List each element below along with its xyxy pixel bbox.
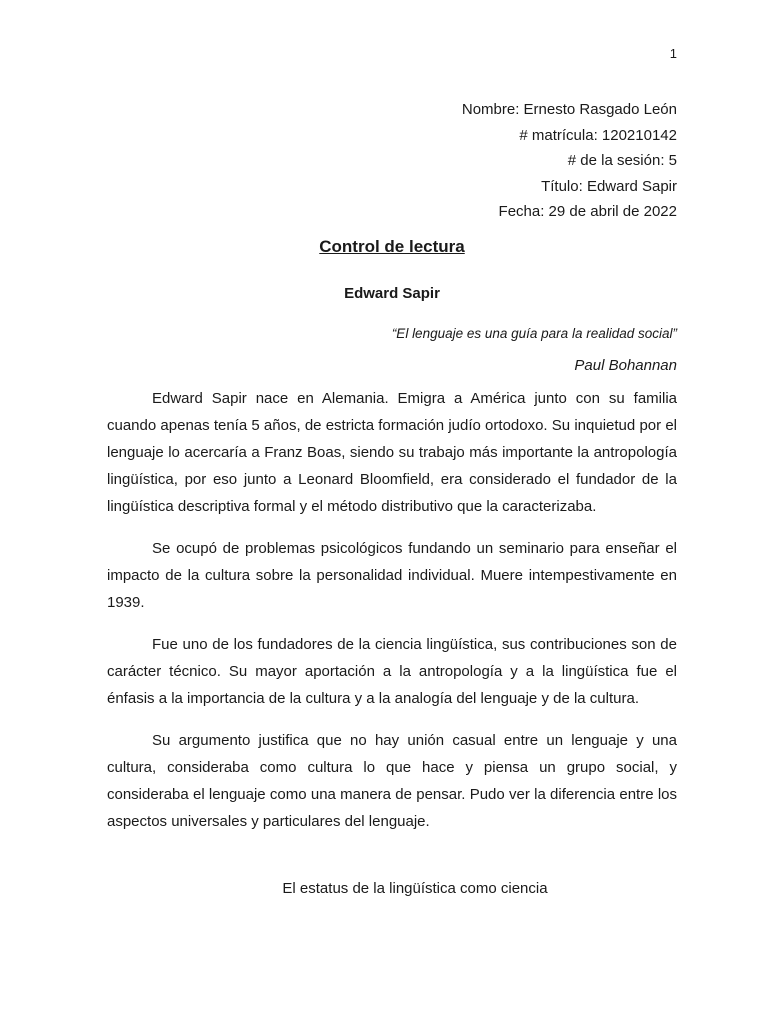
body-paragraph: Su argumento justifica que no hay unión casual entre un lenguaje y una cultura, consideraba como cultura lo que hace y piensa un grupo social, y consideraba el lenguaje como una manera de pensar. Pudo ver la diferencia entre los aspectos universales y particulares del lenguaje. [107, 732, 677, 830]
section-heading: El estatus de la lingüística como ciencia [282, 880, 548, 897]
student-name-line: Nombre: Ernesto Rasgado León [461, 101, 677, 118]
session-number-line: # de la sesión: 5 [567, 152, 677, 169]
body-paragraph: Se ocupó de problemas psicológicos fundando un seminario para enseñar el impacto de la cultura sobre la personalidad individual. Muere intempestivamente en 1939. [107, 540, 677, 611]
document-subtitle: Edward Sapir [344, 285, 440, 302]
document-title: Control de lectura [319, 237, 465, 256]
date-line: Fecha: 29 de abril de 2022 [498, 203, 677, 220]
body-paragraph: Edward Sapir nace en Alemania. Emigra a América junto con su familia cuando apenas tenía 5 años, de estricta formación judío ortodoxo. Su inquietud por el lenguaje lo acercaría a Franz Boas, siendo su trabajo más importante la antropología lingüística, por eso junto a Leonard Bloomfield, era considerado el fundador de la lingüística descriptiva formal y el método distributivo que la caracterizaba. [107, 390, 677, 515]
epigraph-quote: “El lenguaje es una guía para la realidad social” [391, 326, 677, 341]
student-info-block [462, 97, 677, 225]
page-number: 1 [669, 46, 677, 61]
body-paragraph: Fue uno de los fundadores de la ciencia lingüística, sus contribuciones son de carácter técnico. Su mayor aportación a la antropología y a la lingüística fue el énfasis a la importancia de la cultura y a la analogía del lenguaje y de la cultura. [107, 636, 677, 707]
body-text [107, 385, 677, 850]
epigraph-author: Paul Bohannan [574, 357, 677, 374]
report-title-line: Título: Edward Sapir [541, 177, 677, 195]
enrollment-number-line: # matrícula: 120210142 [519, 126, 677, 144]
